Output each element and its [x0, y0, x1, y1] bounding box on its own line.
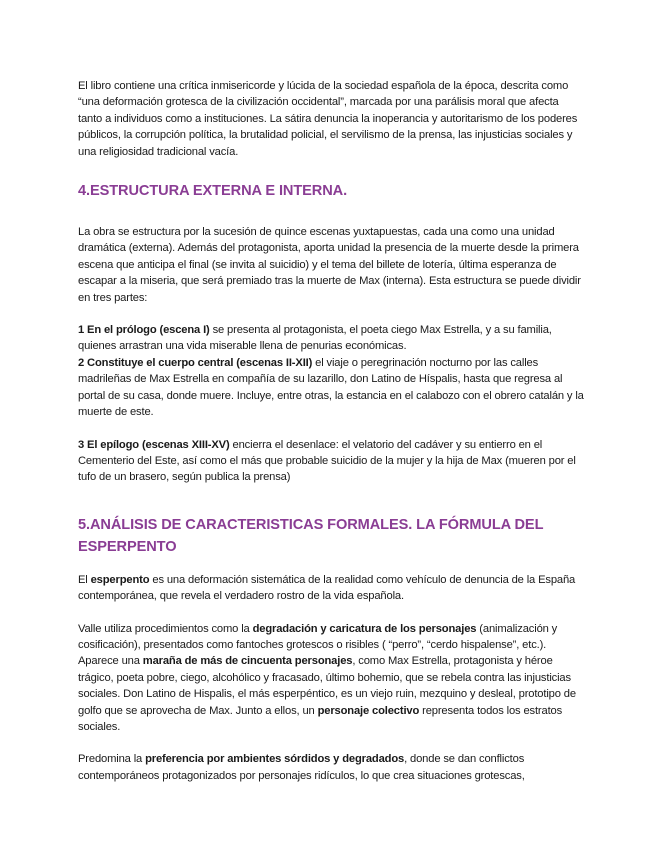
- part-1-text: se presenta al protagonista, el poeta ciego Max Estrella, y a su familia, quienes arrastran una vida miserable llena de penurias económicas.: [78, 324, 552, 353]
- esperpento-term: esperpento: [90, 573, 150, 586]
- part-1-title: 1 En el prólogo (escena I): [78, 324, 210, 337]
- valle-text-2: (animalización y cosificación), presentados como fantoches grotescos o risibles ( “perro”, “cerdo hispalense”, etc.). Aparece una: [78, 622, 558, 668]
- ambientes-paragraph: [78, 751, 585, 784]
- structure-paragraph: La obra se estructura por la sucesión de quince escenas yuxtapuestas, cada una como una unidad dramática (externa). Además del protagonista, aporta unidad la presencia de la muerte desde la primera escena que anticipa el final (se invita al suicidio) y el tema del billete de lotería, última esperanza de escapar a la miseria, que será premiado tras la muerte de Max (interna). Esta estructura se puede dividir en tres partes:: [78, 226, 581, 304]
- valle-bold-2: maraña de más de cincuenta personajes: [142, 655, 353, 668]
- intro-paragraph: El libro contiene una crítica inmisericorde y lúcida de la sociedad española de la época, descrita como “una deformación grotesca de la civilización occidental”, marcada por una parálisis moral que afecta tanto a individuos como a instituciones. La sátira denuncia la inoperancia y autoritarismo de los poderes públicos, la corrupción política, la brutalidad policial, el servilismo de la prensa, las injusticias sociales y una religiosidad tradicional vacía.: [78, 80, 578, 158]
- ambientes-text-2: , donde se dan conflictos contemporáneos protagonizados por personajes ridículos, lo que crea situaciones grotescas,: [78, 753, 525, 782]
- section-heading-4: 4.ESTRUCTURA EXTERNA E INTERNA.: [78, 183, 348, 200]
- ambientes-text-1: Predomina la: [78, 753, 146, 766]
- part-3-paragraph: [78, 437, 585, 486]
- ambientes-bold: preferencia por ambientes sórdidos y degradados: [145, 753, 405, 766]
- section-heading-5-line-2: ESPERPENTO: [78, 538, 177, 555]
- part-2-text: el viaje o peregrinación nocturno por las calles madrileñas de Max Estrella en compañía de su lazarillo, don Latino de Híspalis, hasta que regresa al portal de su casa, donde muere. Incluye, entre otras, la estancia en el calabozo con el obrero catalán y la muerte de este.: [78, 356, 584, 419]
- valle-text-3: , como Max Estrella, protagonista y héroe trágico, poeta pobre, ciego, alcohólico y fracasado, último bohemio, que se rebela contra las injusticias sociales. Don Latino de Hispalis, el más esperpéntico, es un viejo ruin, mezquino y desleal, prototipo de golfo que se aprovecha de Max. Junto a ellos, un: [78, 655, 576, 717]
- valle-bold-1: degradación y caricatura de los personajes: [252, 622, 477, 635]
- valle-text-1: Valle utiliza procedimientos como la: [78, 622, 253, 635]
- part-3-text: encierra el desenlace: el velatorio del cadáver y su entierro en el Cementerio del Este, así como el más que probable suicidio de la mujer y la hija de Max (mueren por el tufo de un brasero, según publica la prensa): [78, 438, 576, 484]
- esperpento-text-a: El: [78, 573, 91, 586]
- valle-bold-3: personaje colectivo: [317, 704, 420, 717]
- valle-paragraph: [78, 621, 585, 736]
- part-1-paragraph: [78, 322, 585, 355]
- part-3-title: 3 El epílogo (escenas XIII-XV): [78, 438, 230, 451]
- esperpento-paragraph: [78, 572, 585, 605]
- section-heading-5: [78, 514, 585, 558]
- part-2-paragraph: [78, 355, 585, 421]
- part-2-title: 2 Constituye el cuerpo central (escenas II-XII): [78, 356, 313, 369]
- section-heading-5-line-1: 5.ANÁLISIS DE CARACTERISTICAS FORMALES. LA FÓRMULA DEL: [78, 516, 544, 533]
- valle-text-4: representa todos los estratos sociales.: [78, 704, 563, 733]
- esperpento-text-b: es una deformación sistemática de la realidad como vehículo de denuncia de la España contemporánea, que revela el verdadero rostro de la vida española.: [78, 573, 576, 603]
